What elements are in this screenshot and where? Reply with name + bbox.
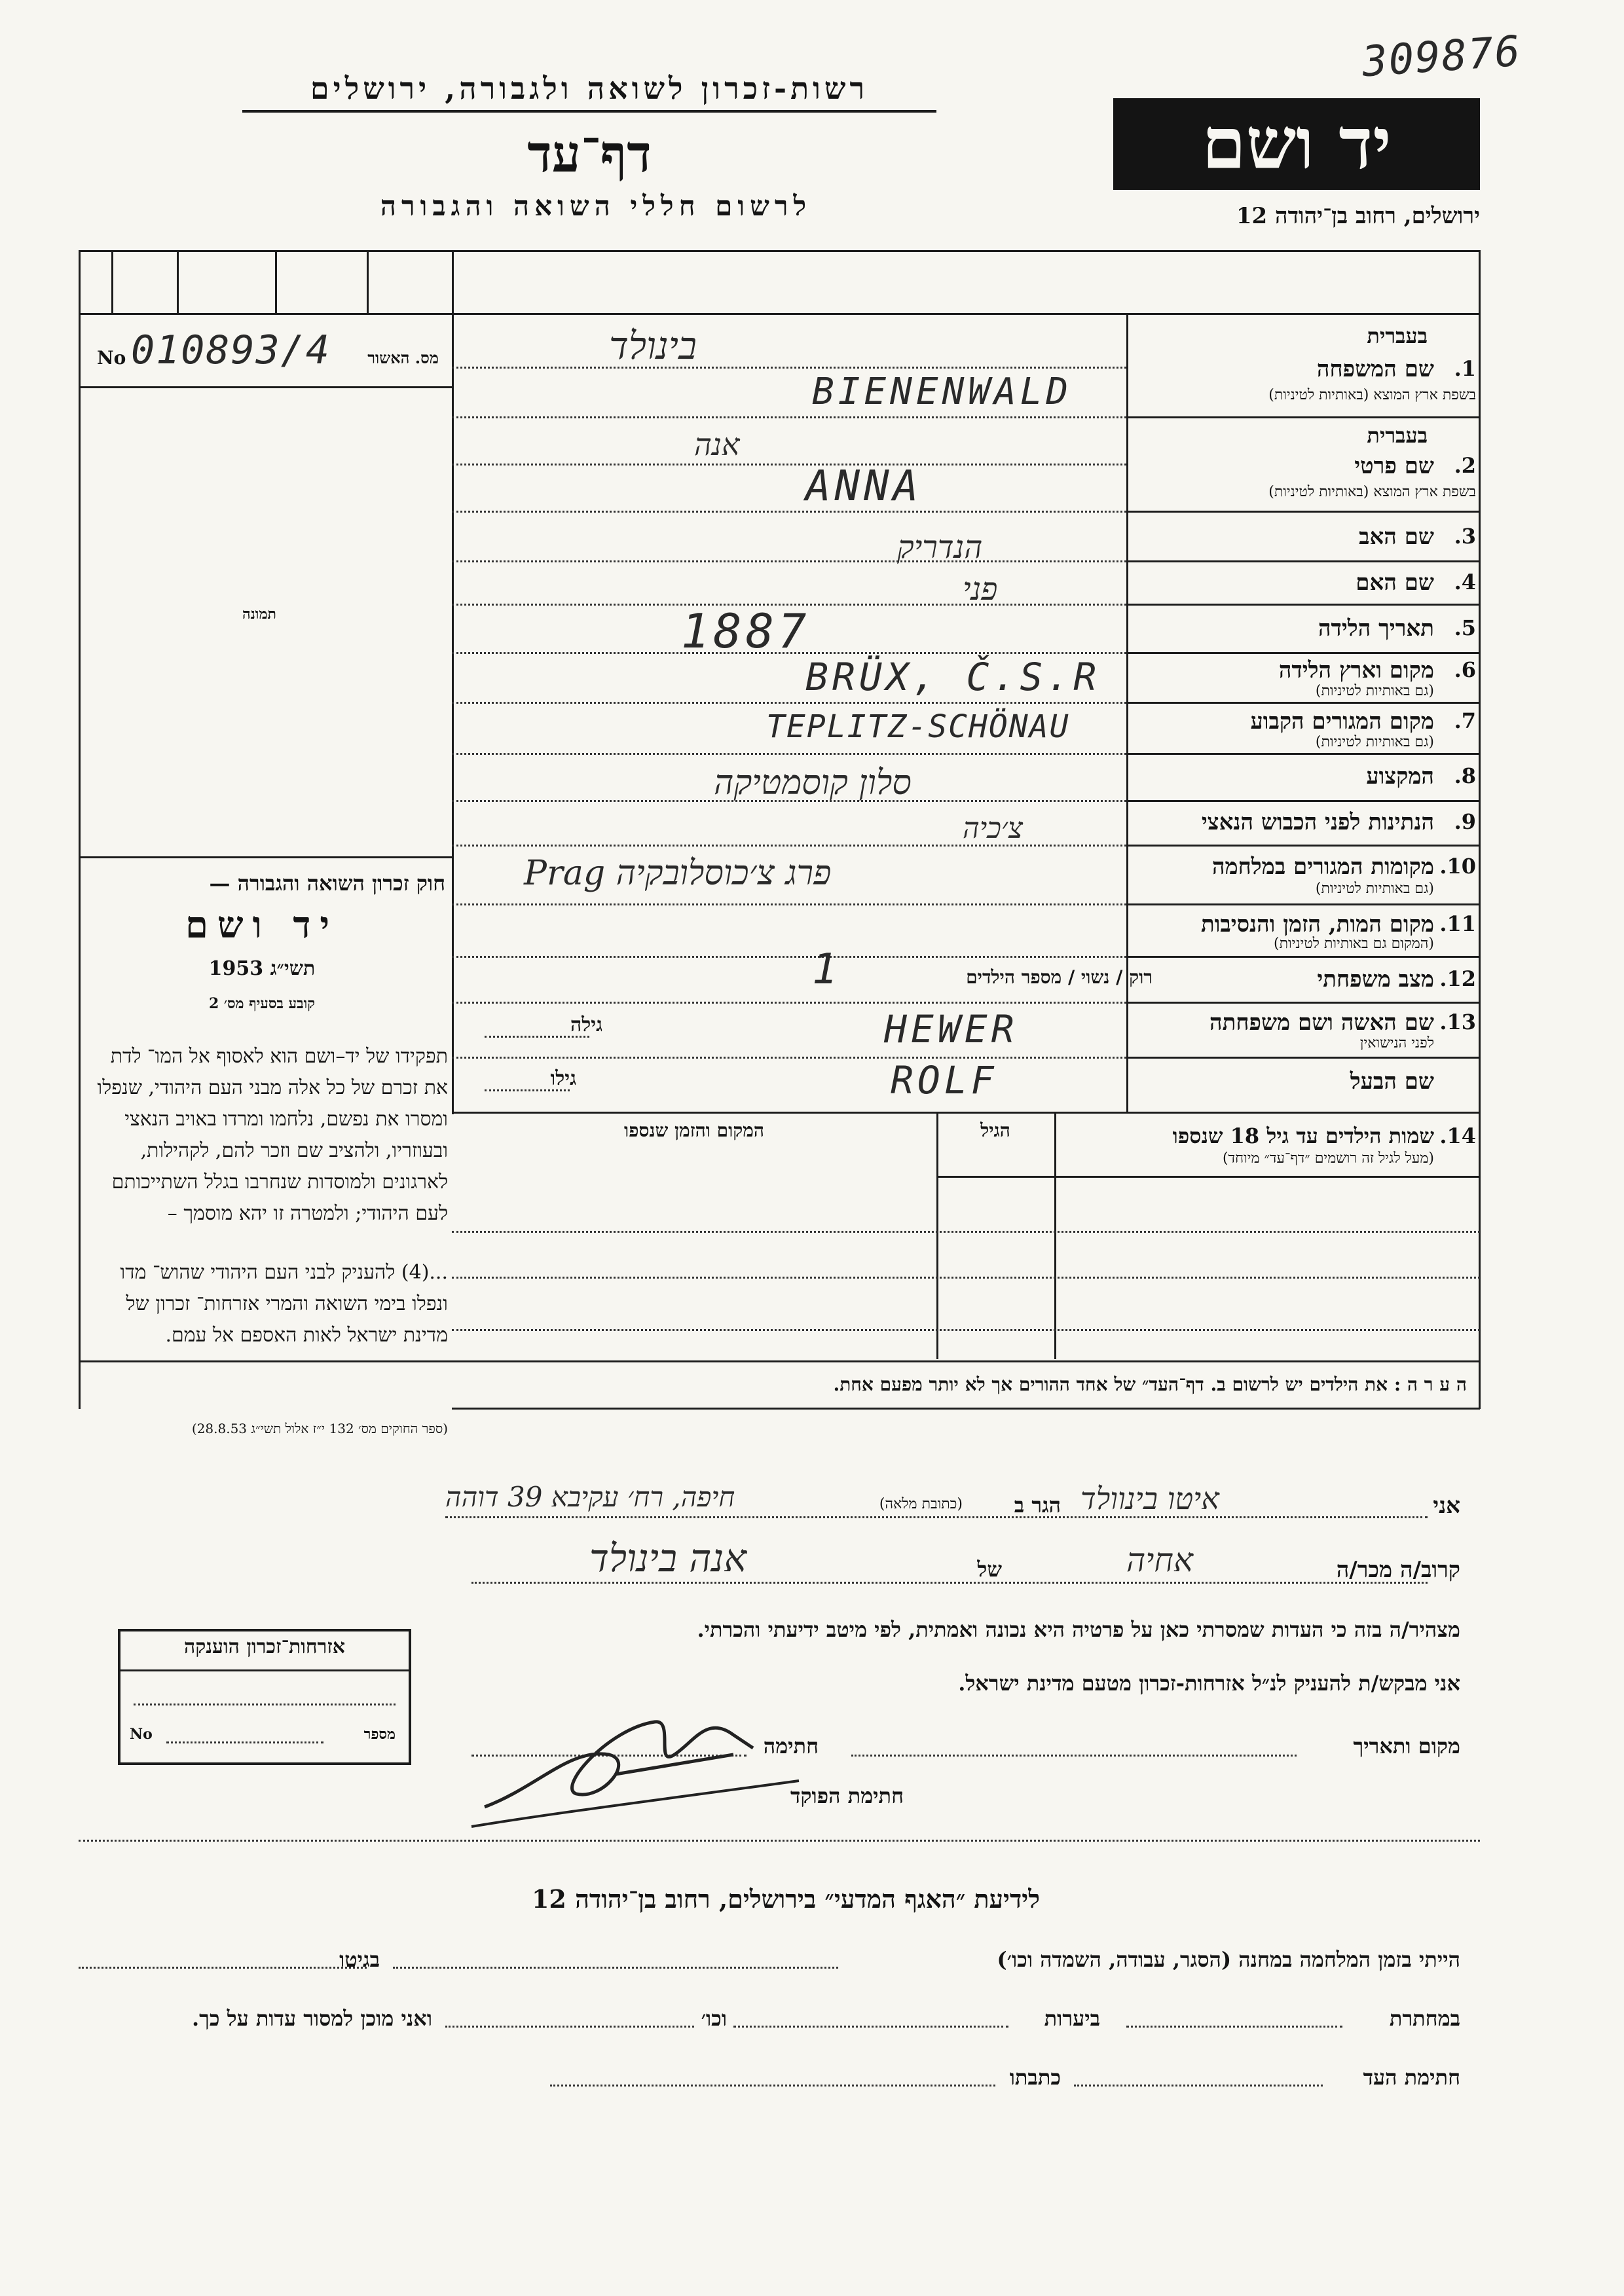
field-2-latin-value: ANNA bbox=[805, 462, 923, 511]
declarant-i-label: אני bbox=[1433, 1493, 1460, 1519]
field-5-num: 5. bbox=[1454, 615, 1476, 640]
field-5-label: תאריך הלידה bbox=[1318, 615, 1434, 642]
field-13-sub: לפני הנישואין bbox=[1359, 1035, 1434, 1051]
children-col-age: הגיל bbox=[980, 1120, 1010, 1141]
law-year: תשי״ג 1953 bbox=[208, 957, 316, 980]
form-subtitle: לרשום חללי השואה והגבורה bbox=[380, 190, 812, 222]
children-subtitle: (מעל לגיל זה רושמים ״דף־עד״ מיוחד) bbox=[1222, 1150, 1434, 1167]
approval-label: מס. האשור bbox=[367, 348, 439, 367]
law-title: חוק זכרון השואה והגבורה — bbox=[209, 871, 445, 896]
children-col-place: המקום והזמן שנספו bbox=[624, 1120, 764, 1141]
authority-title: רשות-זכרון לשואה ולגבורה, ירושלים bbox=[310, 71, 869, 106]
field-7-sub: (גם באותיות לטיניות) bbox=[1315, 734, 1434, 750]
law-name: יד ושם bbox=[185, 903, 339, 947]
wife-name-value: HEWER bbox=[884, 1007, 1018, 1051]
field-10-value: פרג צ׳כוסלובקיה Prag bbox=[524, 854, 832, 893]
declarant-signature bbox=[458, 1676, 825, 1833]
field-12-label: מצב משפחתי bbox=[1317, 966, 1434, 993]
field-10-sub: (גם באותיות לטיניות) bbox=[1315, 881, 1434, 897]
field-2-heb-prefix: בעברית bbox=[1367, 423, 1428, 448]
footer-etc: וכו׳ bbox=[701, 2006, 727, 2031]
field-2-num: 2. bbox=[1454, 453, 1476, 478]
field-12-num: 12. bbox=[1439, 966, 1476, 991]
footer-ready-to-testify: ואני מוכן למסור עדות על כך. bbox=[191, 2006, 432, 2031]
declaration-text: מצהיר/ה בזה כי העדות שמסרתי כאן על פרטיה היא נכונה ואמתית, לפי מיטב ידיעתי והכרתי. bbox=[697, 1617, 1460, 1642]
footer-address-label: כתבתו bbox=[1009, 2065, 1061, 2090]
footer-title: לידיעת ״האגף המדעי״ בירושלים, רחוב בן־יהודה 12 bbox=[531, 1884, 1041, 1914]
address: ירושלים, רחוב בן־יהודה 12 bbox=[1236, 203, 1480, 229]
of-value: אנה בינולד bbox=[589, 1536, 747, 1580]
field-5-value: 1887 bbox=[681, 604, 811, 659]
signature-label: חתימה bbox=[763, 1734, 819, 1758]
field-1-heb-prefix: בעברית bbox=[1367, 323, 1428, 348]
husband-name-value: ROLF bbox=[891, 1058, 998, 1102]
footer-separator bbox=[79, 1840, 1480, 1842]
children-num: 14. bbox=[1439, 1123, 1476, 1148]
authority-underline bbox=[242, 110, 936, 113]
family-status-options: רוק / נשוי / מספר הילדים bbox=[966, 966, 1153, 988]
field-2-label: שם פרטי bbox=[1354, 453, 1434, 479]
yad-vashem-logo bbox=[1113, 98, 1480, 190]
field-4-value: פני bbox=[963, 571, 998, 608]
declarant-name: איטו בינוולד bbox=[1080, 1481, 1219, 1516]
field-1-label: שם המשפחה bbox=[1316, 356, 1434, 382]
field-6-num: 6. bbox=[1454, 657, 1476, 682]
field-9-label: הנתינות לפני הכבוש הנאצי bbox=[1201, 809, 1434, 835]
form-title: דף־עד bbox=[527, 124, 652, 184]
field-3-num: 3. bbox=[1454, 524, 1476, 549]
children-title: שמות הילדים עד גיל 18 שנספו bbox=[1172, 1123, 1434, 1148]
field-6-label: מקום וארץ הלידה bbox=[1278, 657, 1434, 683]
children-count: 1 bbox=[812, 945, 841, 994]
husband-label: שם הבעל bbox=[1350, 1068, 1434, 1095]
footer-underground: במחתרת bbox=[1389, 2006, 1460, 2031]
field-4-label: שם האם bbox=[1356, 570, 1434, 596]
law-text-2: ...(4) להעניק לבני העם היהודי שהוש־ מדו ונפלו בימי השואה והמרי אזרחות־ זכרון של מדינת ישראל לאות האספם אל עמם. bbox=[120, 1261, 448, 1347]
photo-label: תמונה bbox=[242, 606, 276, 623]
field-10-num: 10. bbox=[1439, 854, 1476, 879]
citizenship-box bbox=[118, 1629, 411, 1765]
law-clause: קובע בסעיף מס׳ 2 bbox=[208, 995, 316, 1012]
field-8-value: סלון קוסמטיקה bbox=[714, 763, 912, 803]
field-1-latin-value: BIENENWALD bbox=[812, 371, 1073, 413]
field-1-num: 1. bbox=[1454, 356, 1476, 381]
field-9-num: 9. bbox=[1454, 809, 1476, 834]
footer-witness-signature: חתימת העד bbox=[1363, 2065, 1460, 2090]
declarant-residing-label: הגר ב bbox=[1014, 1493, 1061, 1518]
footer-line1-ghetto: בגיטו bbox=[339, 1947, 380, 1972]
field-8-label: המקצוע bbox=[1366, 763, 1434, 790]
field-4-num: 4. bbox=[1454, 570, 1476, 594]
field-8-num: 8. bbox=[1454, 763, 1476, 788]
of-label: של bbox=[977, 1557, 1002, 1582]
field-11-num: 11. bbox=[1439, 911, 1476, 936]
field-13-label: שם האשה ושם משפחתה bbox=[1209, 1010, 1434, 1036]
citizenship-title: אזרחות־זכרון הוענקה bbox=[183, 1635, 346, 1658]
field-2-heb-value: אנה bbox=[694, 427, 740, 462]
approval-no-label: No bbox=[97, 347, 126, 369]
citizenship-no-label: No bbox=[130, 1726, 153, 1743]
field-6-sub: (גם באותיות לטיניות) bbox=[1315, 683, 1434, 699]
field-3-label: שם האב bbox=[1359, 524, 1434, 550]
note-text: ה ע ר ה : את הילדים יש לרשום ב. דף־העד״ של אחד ההורים אך לא יותר מפעם אחת. bbox=[833, 1374, 1467, 1395]
field-7-num: 7. bbox=[1454, 708, 1476, 733]
footer-line1: הייתי בזמן המלחמה במחנה (הסגר, עבודה, השמדה וכו׳) bbox=[997, 1947, 1460, 1972]
stamp-number: 309876 bbox=[1360, 27, 1523, 87]
field-9-value: צ׳כיה bbox=[963, 812, 1024, 845]
field-1-heb-value: בינולד bbox=[609, 323, 697, 368]
officer-signature-label: חתימת הפוקד bbox=[790, 1783, 904, 1808]
citizenship-number-label: מספר bbox=[363, 1726, 396, 1743]
field-7-value: TEPLITZ-SCHÖNAU bbox=[766, 708, 1070, 745]
field-10-label: מקומות המגורים במלחמה bbox=[1211, 854, 1434, 880]
husband-age-label: גילו bbox=[550, 1067, 576, 1090]
place-date-label: מקום ותאריך bbox=[1353, 1734, 1460, 1758]
relation-label: קרוב/ה מכר/ה bbox=[1336, 1557, 1460, 1583]
field-13-num: 13. bbox=[1439, 1010, 1476, 1034]
request-text: אני מבקש/ת להעניק לנ״ל אזרחות-זכרון מטעם מדינת ישראל. bbox=[958, 1671, 1460, 1696]
law-ref: (ספר החוקים מס׳ 132 י״ז אלול תשי״ג 28.8.53) bbox=[191, 1421, 448, 1436]
field-2-sub: בשפת ארץ המוצא (באותיות לטיניות) bbox=[1268, 484, 1476, 500]
field-1-sub: בשפת ארץ המוצא (באותיות לטיניות) bbox=[1268, 387, 1476, 403]
field-7-label: מקום המגורים הקבוע bbox=[1250, 708, 1434, 735]
field-3-value: הנדריק bbox=[897, 529, 983, 566]
logo-text: יד ושם bbox=[1202, 103, 1392, 185]
relation-value: אחיה bbox=[1126, 1541, 1194, 1579]
field-11-label: מקום המות, הזמן והנסיבות bbox=[1200, 911, 1434, 938]
declarant-address: חיפה, רח׳ עקיבא 39 דוהה bbox=[445, 1481, 735, 1513]
field-11-sub: (המקום גם באותיות לטיניות) bbox=[1274, 936, 1434, 952]
declarant-address-note: (כתובת מלאה) bbox=[879, 1496, 963, 1512]
footer-forests: ביערות bbox=[1044, 2006, 1100, 2031]
wife-age-label: גילה bbox=[570, 1013, 602, 1036]
law-text-1: תפקידו של יד–ושם הוא לאסוף אל המו־ לדת את זכרם של כל אלה מבני העם היהודי, שנפלו ומסרו את נפשם, נלחמו ומרדו באויב הנאצי ובעוזריו, ולהציב שם וזכר להם, לקהילות, לארגונים ולמוסדות שנחרבו בגלל השתייכותם לעם היהודי; ולמטרה זו יהא מוסמך – bbox=[97, 1045, 448, 1225]
approval-number: 010893/4 bbox=[131, 327, 331, 373]
field-6-value: BRÜX, Č.S.R bbox=[805, 655, 1101, 699]
